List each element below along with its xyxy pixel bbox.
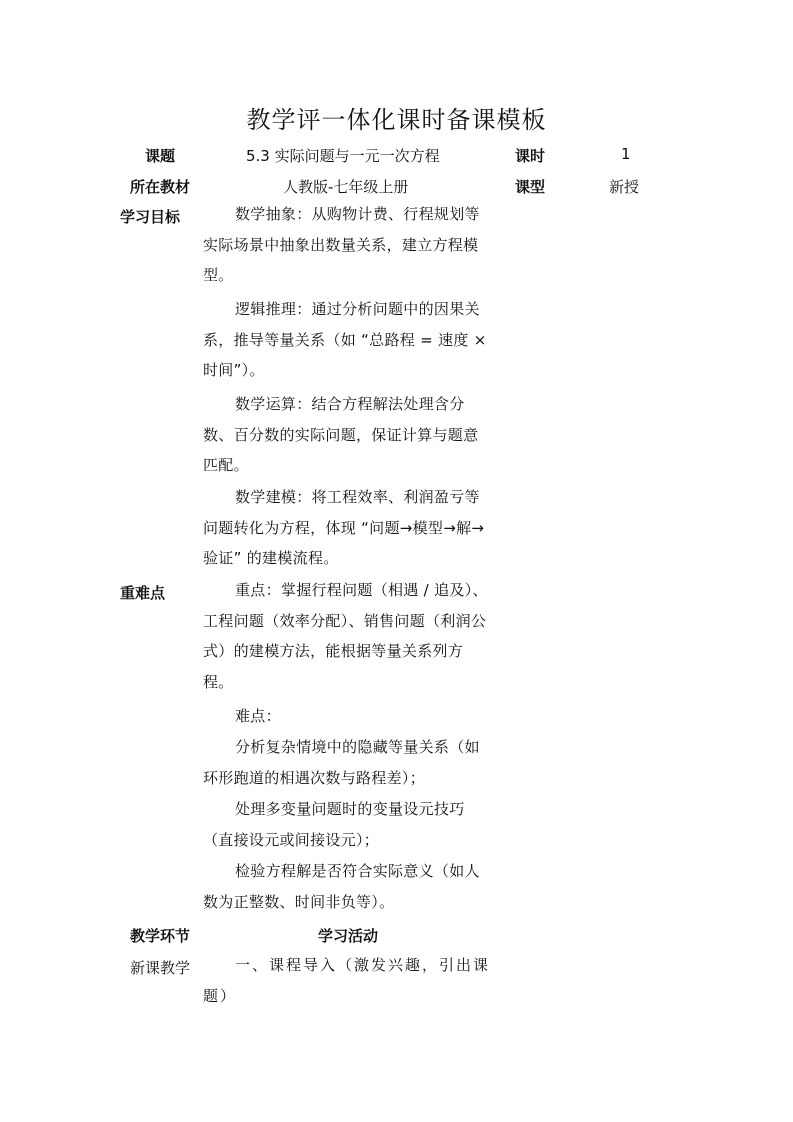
objective-computation: 数学运算：结合方程解法处理含分数、百分数的实际问题，保证计算与题意匹配。 (203, 395, 479, 474)
type-value: 新授 (609, 178, 640, 196)
stage-column-header: 教学环节 (130, 927, 191, 945)
activity-cell: 一、课程导入（激发兴趣，引出课题） (203, 956, 491, 1005)
stage-cell: 新课教学 (130, 959, 191, 977)
difficulty-item: 检验方程解是否符合实际意义（如人数为正整数、时间非负等）。 (203, 862, 480, 911)
period-label: 课时 (515, 147, 546, 165)
objectives-label: 学习目标 (120, 208, 181, 226)
key-point-difficulty-heading: 难点： (235, 707, 281, 725)
objective-reasoning: 逻辑推理：通过分析问题中的因果关系，推导等量关系（如 “总路程 = 速度 × 时间”）。 (203, 300, 487, 379)
activity-column-header: 学习活动 (318, 927, 379, 945)
page-title: 教学评一体化课时备课模板 (246, 106, 547, 134)
type-label: 课型 (515, 178, 546, 196)
key-point-focus: 重点：掌握行程问题（相遇 / 追及）、工程问题（效率分配）、销售问题（利润公式）的建模方法，能根据等量关系列方程。 (203, 581, 488, 691)
textbook-label: 所在教材 (130, 178, 191, 196)
period-value: 1 (621, 145, 631, 163)
objective-modeling: 数学建模：将工程效率、利润盈亏等问题转化为方程，体现 “问题→模型→解→验证” 的建模流程。 (203, 488, 485, 567)
objective-abstraction: 数学抽象：从购物计费、行程规划等实际场景中抽象出数量关系，建立方程模型。 (203, 205, 480, 284)
textbook-value: 人教版-七年级上册 (283, 178, 409, 196)
topic-value: 5.3 实际问题与一元一次方程 (246, 147, 440, 165)
difficulty-item: 分析复杂情境中的隐藏等量关系（如环形跑道的相遇次数与路程差）； (203, 738, 480, 787)
key-points-label: 重难点 (120, 584, 166, 602)
topic-label: 课题 (145, 147, 176, 165)
difficulty-item: 处理多变量问题时的变量设元技巧（直接设元或间接设元）； (203, 800, 465, 849)
